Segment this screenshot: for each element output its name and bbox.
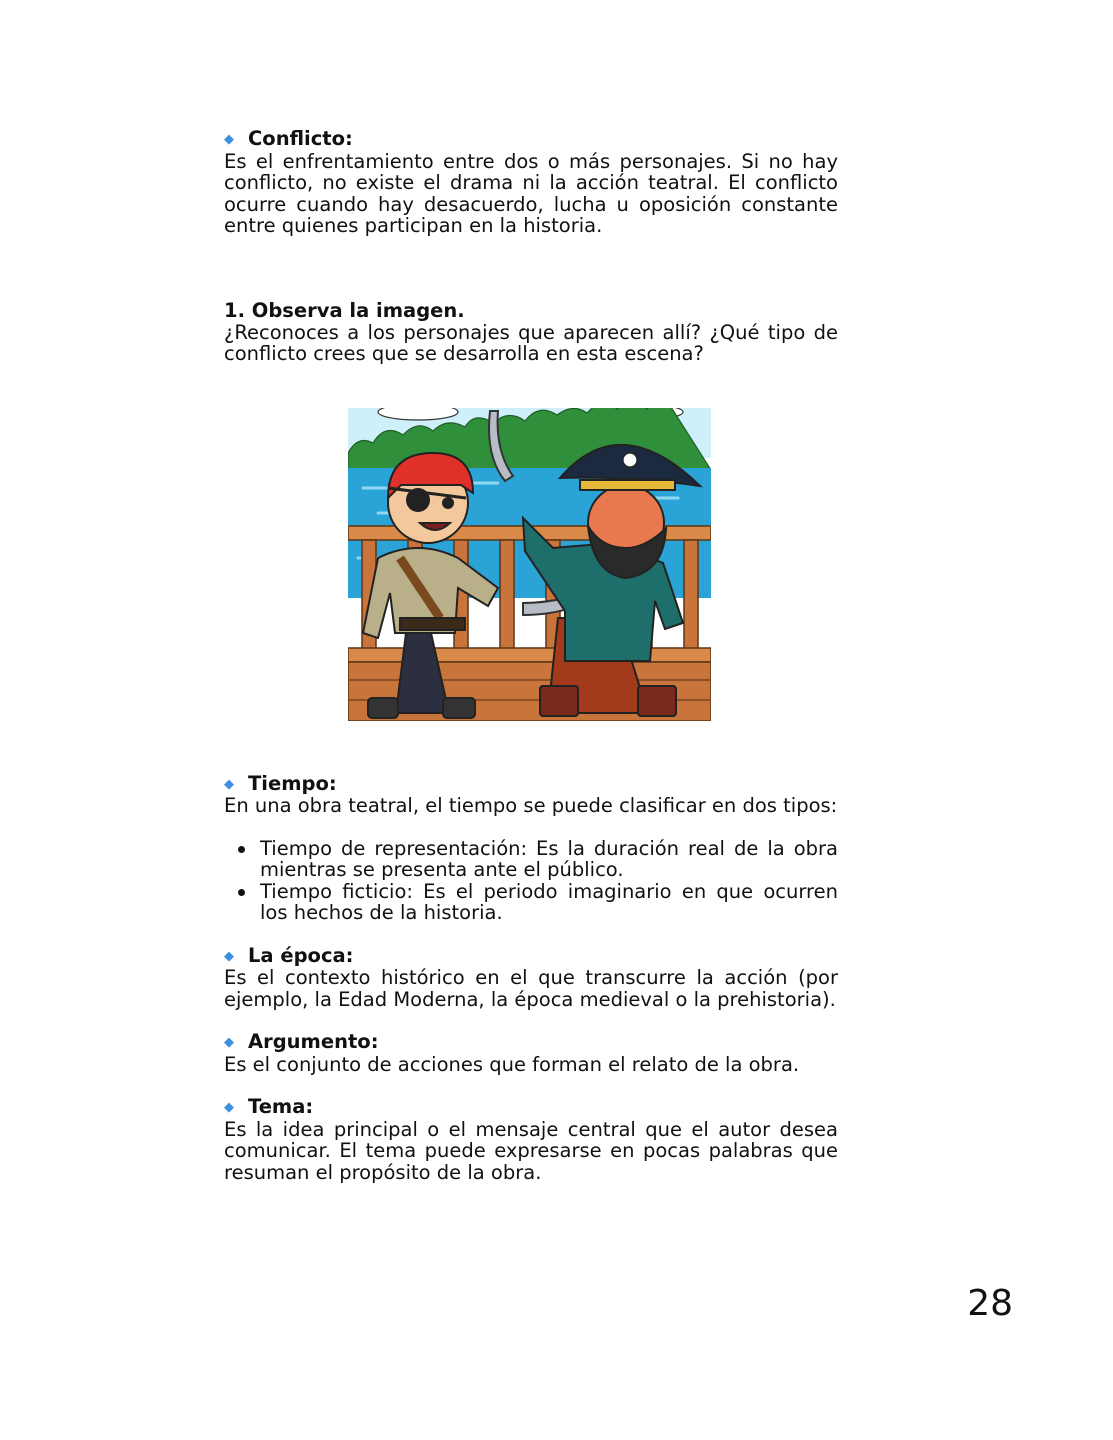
diamond-bullet-icon: ◆ <box>224 776 234 792</box>
section-body: En una obra teatral, el tiempo se puede clasificar en dos tipos: <box>224 794 838 817</box>
page-content <box>224 128 838 1183</box>
activity-body: ¿Reconoces a los personajes que aparecen allí? ¿Qué tipo de conflicto crees que se desarrolla en esta escena? <box>224 320 838 365</box>
list-item: Tiempo ficticio: Es el periodo imaginario en que ocurren los hechos de la historia. <box>260 879 838 924</box>
section-body: Es el contexto histórico en el que transcurre la acción (por ejemplo, la Edad Moderna, la época medieval o la prehistoria). <box>224 966 838 1011</box>
section-activity <box>224 300 838 365</box>
section-heading: ◆ La época: <box>224 943 354 967</box>
diamond-bullet-icon: ◆ <box>224 1100 234 1115</box>
list-item: Tiempo de representación: Es la duración real de la obra mientras se presenta ante el público. <box>260 836 838 881</box>
section-argumento <box>224 1031 838 1075</box>
section-heading: ◆ Argumento: <box>224 1030 379 1053</box>
section-heading: ◆ Tema: <box>224 1095 314 1118</box>
section-body: Es el conjunto de acciones que forman el relato de la obra. <box>224 1052 800 1076</box>
diamond-bullet-icon: ◆ <box>224 132 234 147</box>
section-tema <box>224 1096 838 1183</box>
tiempo-list <box>224 838 838 924</box>
section-conflicto <box>224 128 838 258</box>
section-tiempo <box>224 773 838 924</box>
activity-heading: 1. Observa la imagen. <box>224 299 465 322</box>
page-number: 28 <box>967 1283 1013 1324</box>
section-heading: ◆ Conflicto: <box>224 127 353 150</box>
diamond-bullet-icon: ◆ <box>224 948 234 964</box>
section-body: Es el enfrentamiento entre dos o más personajes. Si no hay conflicto, no existe el drama ni la acción teatral. El conflicto ocurre cuando hay desacuerdo, lucha u oposición constante entre quienes participan en la historia. <box>224 149 838 237</box>
section-body: Es la idea principal o el mensaje central que el autor desea comunicar. El tema puede expresarse en pocas palabras que resuman el propósito de la obra. <box>224 1117 838 1184</box>
section-heading: ◆ Tiempo: <box>224 771 337 795</box>
diamond-bullet-icon: ◆ <box>224 1035 234 1050</box>
pirates-illustration <box>348 408 711 721</box>
section-epoca <box>224 945 838 1011</box>
